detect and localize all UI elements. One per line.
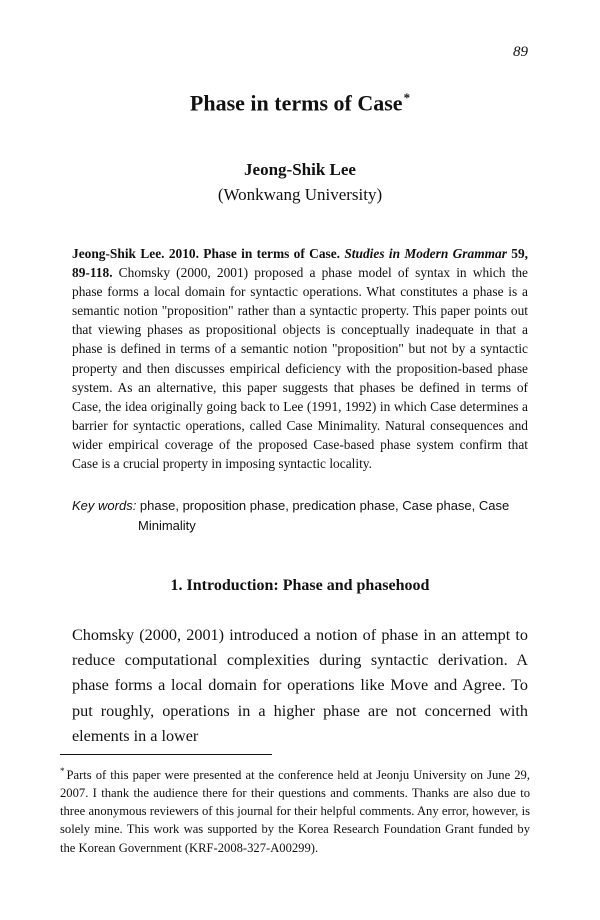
footnote xyxy=(60,762,530,857)
abstract-citation-tail: 59, 89-118. xyxy=(72,246,529,281)
abstract xyxy=(72,244,528,473)
abstract-citation-lead: Jeong-Shik Lee. 2010. Phase in terms of Case. xyxy=(72,246,345,261)
section-heading: 1. Introduction: Phase and phasehood xyxy=(170,577,430,594)
title-footnote-mark: * xyxy=(403,90,411,105)
footnote-mark: * xyxy=(60,766,65,776)
abstract-journal-name: Studies in Modern Grammar xyxy=(344,246,507,261)
author-affiliation: (Wonkwang University) xyxy=(217,185,383,204)
keywords-label: Key words: xyxy=(72,498,137,513)
keywords-continuation: Minimality xyxy=(138,518,196,533)
title-text: Phase in terms of Case xyxy=(189,90,403,116)
keywords xyxy=(72,496,528,536)
footnote-divider xyxy=(60,754,272,755)
author-name: Jeong-Shik Lee xyxy=(244,160,356,179)
page-number: 89 xyxy=(513,44,528,60)
keywords-terms: phase, proposition phase, predication phase, Case phase, Case xyxy=(136,498,510,513)
body-paragraph: Chomsky (2000, 2001) introduced a notion of phase in an attempt to reduce computational complexities during syntactic derivation. A phase forms a local domain for operations like Move and Agree. To put roughly, operations in a higher phase are not concerned with elements in a lower xyxy=(72,626,528,745)
abstract-text: Chomsky (2000, 2001) proposed a phase model of syntax in which the phase forms a local domain for syntactic operations. What constitutes a phase is a semantic notion "proposition" rather than a syntactic property. This paper points out that viewing phases as propositional objects is conceptually inadequate in that a phase is defined in terms of a semantic notion "proposition" but not by a syntactic property and then discusses empirical deficiency with the proposition-based phase system. As an alternative, this paper suggests that phases be defined in terms of Case, the idea originally going back to Lee (1991, 1992) in which Case determines a barrier for syntactic operations, called Case Minimality. Natural consequences and wider empirical coverage of the proposed Case-based phase system confirm that Case is a crucial property in imposing syntactic locality. xyxy=(72,265,528,472)
footnote-text: Parts of this paper were presented at the conference held at Jeonju University on June 29, 2007. I thank the audience there for their questions and comments. Thanks are also due to three anonymous reviewers of this journal for their helpful comments. Any error, however, is solely mine. This work was supported by the Korea Research Foundation Grant funded by the Korean Government (KRF-2008-327-A00299). xyxy=(60,768,530,855)
paper-title xyxy=(0,90,600,116)
